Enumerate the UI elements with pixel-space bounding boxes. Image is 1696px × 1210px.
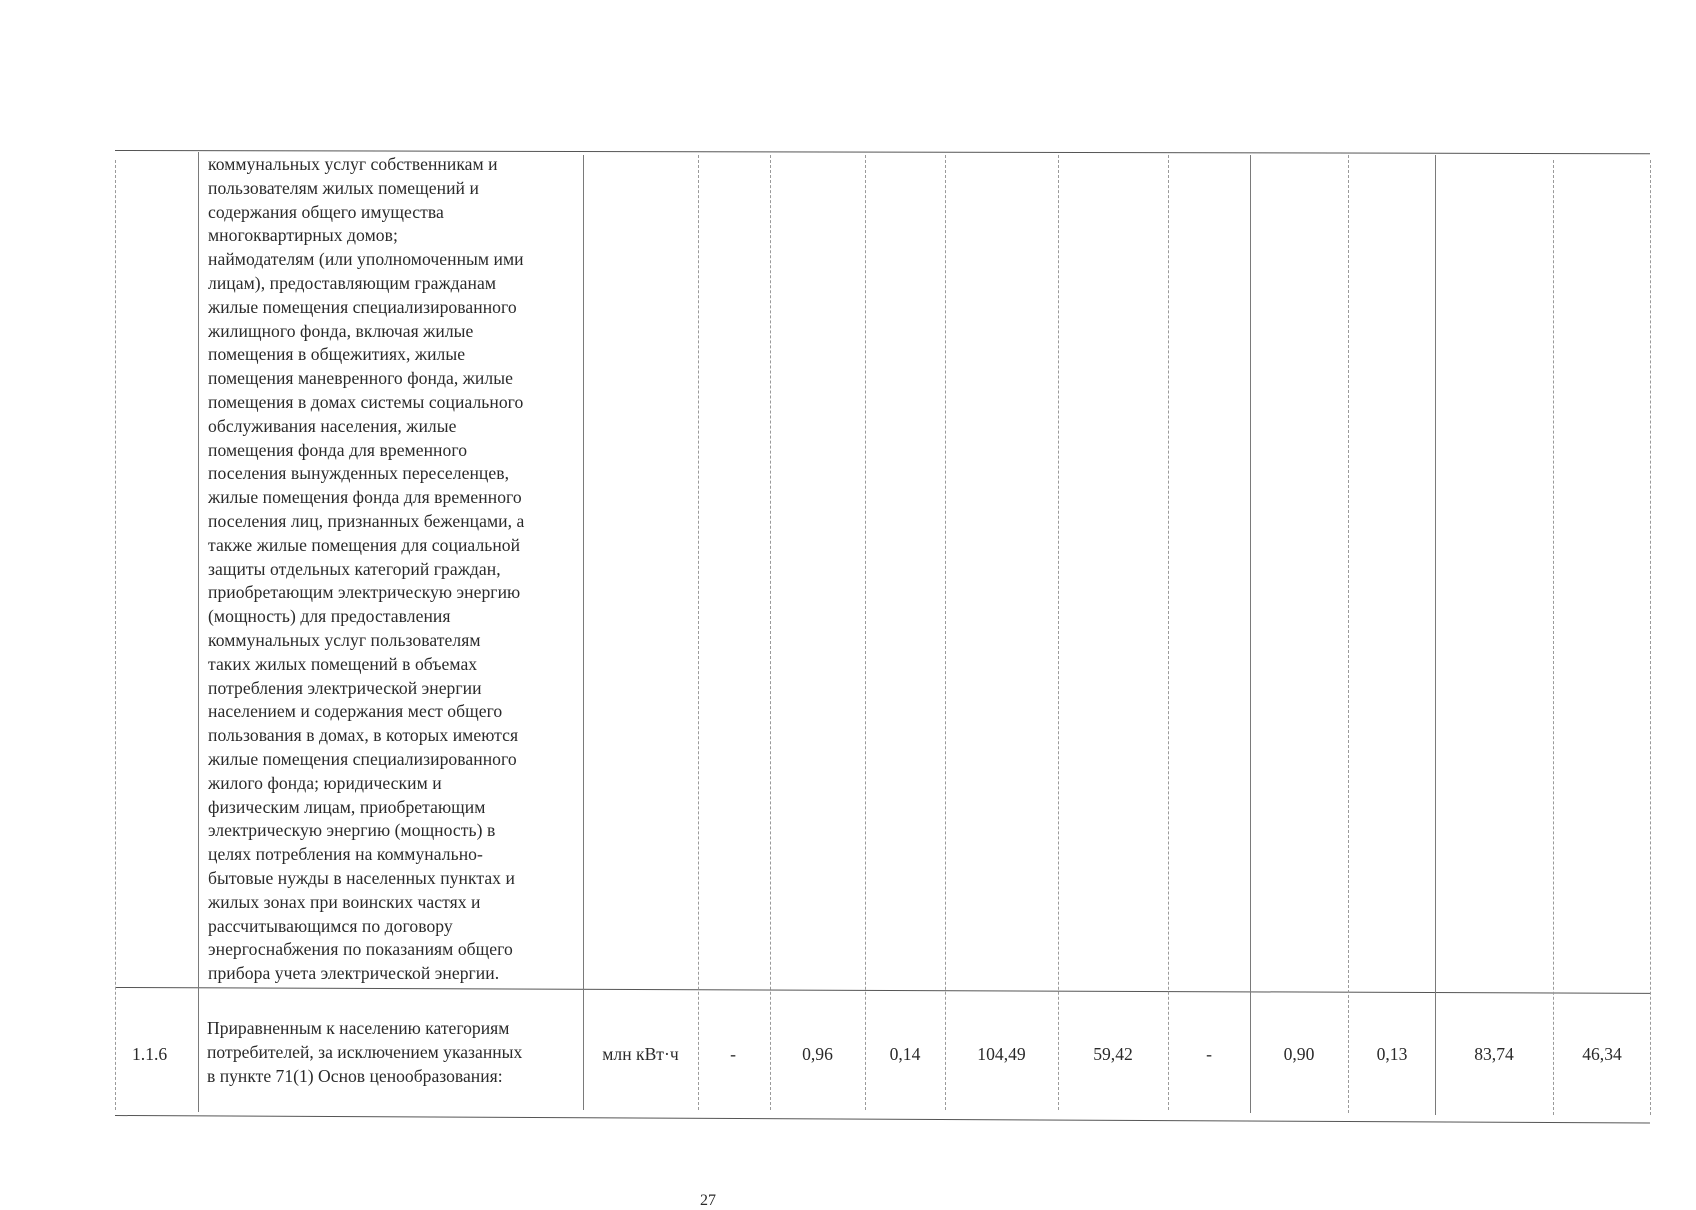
row-divider (115, 987, 1650, 994)
value-cell: - (1206, 1044, 1212, 1064)
value-cell: 104,49 (977, 1044, 1026, 1064)
value-cell: 0,13 (1376, 1044, 1408, 1064)
column-border (1650, 160, 1651, 1115)
column-border (1435, 155, 1436, 1115)
value-cell: 0,96 (802, 1044, 833, 1064)
column-border (770, 155, 771, 1110)
column-border (1348, 155, 1349, 1113)
unit-cell: млн кВт·ч (602, 1044, 679, 1064)
column-border (583, 155, 584, 1110)
value-cell: 83,74 (1474, 1044, 1514, 1064)
column-border (198, 152, 199, 1112)
row-description: Приравненным к населению категориям потребителей, за исключением указанных в пункте 71(1) Основ ценообразования: (207, 1018, 523, 1086)
value-cell: 59,42 (1093, 1044, 1133, 1064)
value-cell: 0,90 (1283, 1044, 1315, 1064)
value-cell: - (730, 1044, 736, 1064)
column-border (1058, 155, 1059, 1110)
column-border (1553, 160, 1554, 1115)
column-border (115, 160, 116, 1110)
value-cell: 46,34 (1582, 1044, 1622, 1064)
column-border (945, 155, 946, 1110)
column-border (1250, 155, 1251, 1113)
row-description-continued: коммунальных услуг собственникам и пользователям жилых помещений и содержания общего имущества многоквартирных домов; наймодателям (или уполномоченным ими лицам), предоставляющим гражданам жилые помещения специализированного жилищного фонда, включая жилые помещения в общежитиях, жилые помещения маневренного фонда, жилые помещения в домах системы социального обслуживания населения, жилые помещения фонда для временного поселения вынужденных переселенцев, жилые помещения фонда для временного поселения лиц, признанных беженцами, а также жилые помещения для социальной защиты отдельных категорий граждан, приобретающим электрическую энергию (мощность) для предоставления коммунальных услуг пользователям таких жилых помещений в объемах потребления электрической энергии населением и содержания мест общего пользования в домах, в которых имеются жилые помещения специализированного жилого фонда; юридическим и физическим лицам, приобретающим электрическую энергию (мощность) в целях потребления на коммунально- бытовые нужды в населенных пунктах и жилых зонах при воинских частях и рассчитывающимся по договору энергоснабжения по показаниям общего прибора учета электрической энергии. (208, 154, 525, 984)
row-number: 1.1.6 (132, 1044, 168, 1064)
table-bottom-border (115, 1115, 1650, 1124)
page-number: 27 (700, 1192, 716, 1209)
column-border (1168, 155, 1169, 1110)
value-cell: 0,14 (889, 1044, 921, 1064)
column-border (698, 155, 699, 1110)
column-border (865, 155, 866, 1110)
